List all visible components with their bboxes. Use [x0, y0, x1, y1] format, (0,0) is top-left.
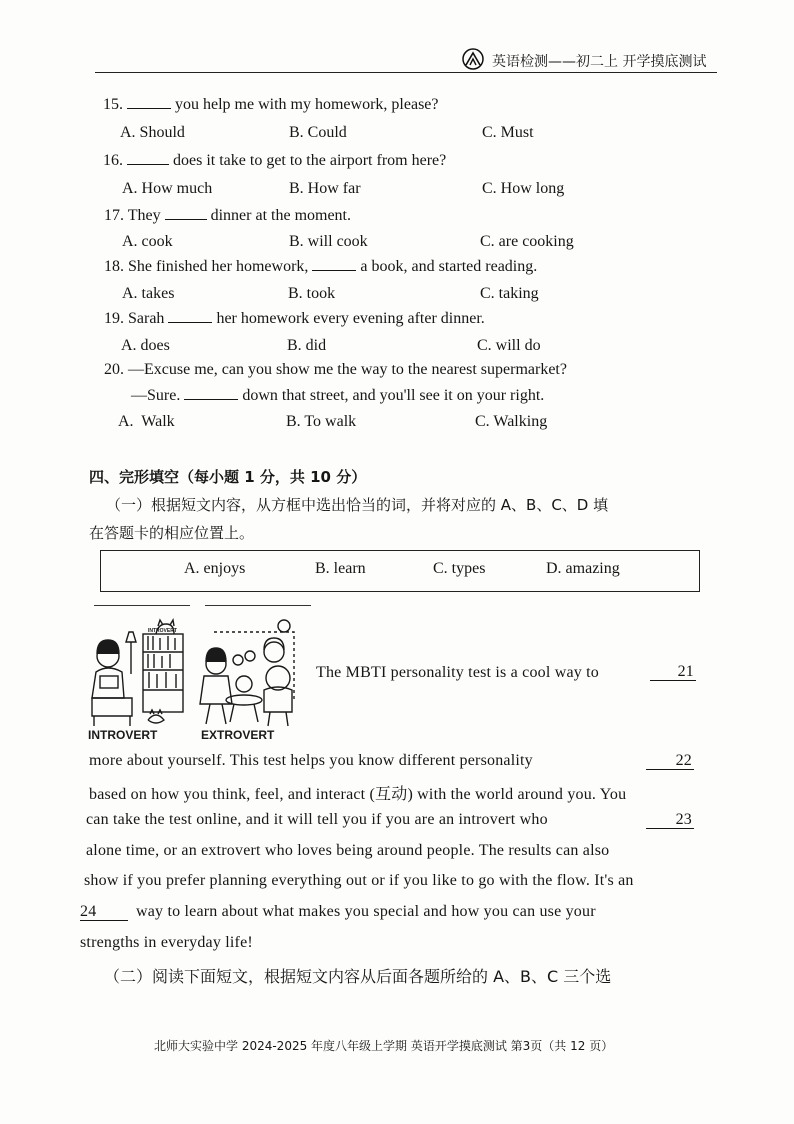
question-17-option-a: A. cook: [122, 233, 173, 250]
question-15: 15. you help me with my homework, please?: [103, 96, 439, 113]
question-20-option-b: B. To walk: [286, 413, 357, 430]
question-17: 17. They dinner at the moment.: [104, 207, 351, 224]
question-19-option-b: B. did: [287, 337, 327, 354]
page-footer: 北师大实验中学 2024-2025 年度八年级上学期 英语开学摸底测试 第3页（共 12 页）: [154, 1039, 614, 1053]
divider-line-right: [205, 605, 311, 606]
question-16-option-c: C. How long: [482, 180, 565, 197]
extrovert-caption: EXTROVERT: [201, 728, 275, 742]
header-title: 英语检测——初二上 开学摸底测试: [492, 54, 707, 70]
question-16: 16. does it take to get to the airport from here?: [103, 152, 447, 169]
introvert-caption: INTROVERT: [88, 728, 158, 742]
question-16-option-a: A. How much: [122, 180, 213, 197]
section-instruction-line2: 在答题卡的相应位置上。: [89, 524, 255, 542]
passage-line-8: strengths in everyday life!: [80, 934, 253, 951]
word-box-option-a: A. enjoys: [184, 560, 246, 577]
part2-instruction: （二）阅读下面短文，根据短文内容从后面各题所给的 A、B、C 三个选: [104, 967, 612, 986]
word-box-option-b: B. learn: [315, 560, 366, 577]
passage-line-2: more about yourself. This test helps you know different personality: [89, 752, 533, 769]
divider-line-left: [94, 605, 190, 606]
question-20-reply: —Sure. down that street, and you'll see it on your right.: [131, 387, 545, 404]
introvert-extrovert-illustration: [88, 612, 310, 742]
question-15-option-a: A. Should: [120, 124, 185, 141]
question-19: 19. Sarah her homework every evening after dinner.: [104, 310, 485, 327]
blank-22: 22: [646, 752, 694, 770]
question-20-option-a: A. Walk: [118, 413, 175, 430]
word-box-option-c: C. types: [433, 560, 486, 577]
word-box-option-d: D. amazing: [546, 560, 620, 577]
passage-line-3: based on how you think, feel, and interact (互动) with the world around you. You: [89, 786, 627, 803]
question-15-option-c: C. Must: [482, 124, 534, 141]
question-19-option-a: A. does: [121, 337, 170, 354]
question-18-option-c: C. taking: [480, 285, 539, 302]
passage-line-7: way to learn about what makes you special and how you can use your: [136, 903, 596, 920]
passage-line-4: can take the test online, and it will tell you if you are an introvert who: [86, 811, 548, 828]
blank-23: 23: [646, 811, 694, 829]
section-instruction-line1: （一）根据短文内容，从方框中选出恰当的词，并将对应的 A、B、C、D 填: [106, 496, 609, 514]
passage-line-6: show if you prefer planning everything out or if you like to go with the flow. It's an: [84, 872, 634, 889]
header-rule: [95, 72, 717, 73]
question-18-option-b: B. took: [288, 285, 336, 302]
section-heading: 四、完形填空（每小题 1 分，共 10 分）: [89, 468, 367, 486]
blank-24: 24: [80, 903, 128, 921]
question-18: 18. She finished her homework, a book, and started reading.: [104, 258, 538, 275]
question-20-option-c: C. Walking: [475, 413, 548, 430]
passage-line-1: The MBTI personality test is a cool way to: [316, 664, 600, 681]
question-16-option-b: B. How far: [289, 180, 361, 197]
word-box: [100, 550, 700, 592]
question-17-option-b: B. will cook: [289, 233, 368, 250]
question-20: 20. —Excuse me, can you show me the way to the nearest supermarket?: [104, 361, 567, 378]
header-logo-icon: [462, 48, 484, 70]
question-15-option-b: B. Could: [289, 124, 347, 141]
question-19-option-c: C. will do: [477, 337, 541, 354]
passage-line-5: alone time, or an extrovert who loves being around people. The results can also: [86, 842, 610, 859]
introvert-label: INTROVERT: [148, 628, 177, 634]
question-18-option-a: A. takes: [122, 285, 175, 302]
question-17-option-c: C. are cooking: [480, 233, 574, 250]
blank-21: 21: [650, 663, 696, 681]
